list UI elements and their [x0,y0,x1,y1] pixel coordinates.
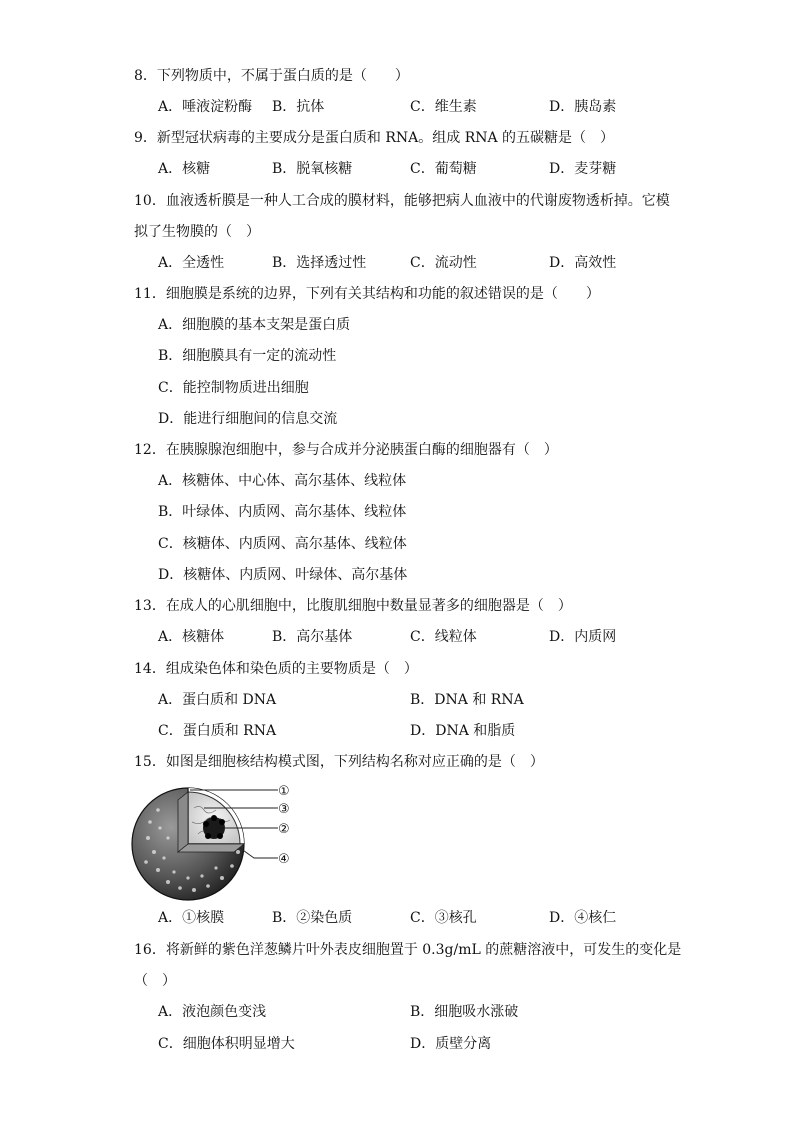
q8-option-c[interactable]: C．维生素 [410,99,477,115]
q11-option-c[interactable]: C．能控制物质进出细胞 [158,380,309,396]
q12-option-d[interactable]: D．核糖体、内质网、叶绿体、高尔基体 [158,567,408,583]
q11-option-d[interactable]: D．能进行细胞间的信息交流 [158,411,338,427]
question-14-stem: 14．组成染色体和染色质的主要物质是（ ） [134,661,418,677]
q10-option-d[interactable]: D．高效性 [549,255,617,271]
q12-option-b[interactable]: B．叶绿体、内质网、高尔基体、线粒体 [158,504,407,520]
q16-option-c[interactable]: C．细胞体积明显增大 [158,1036,295,1052]
q13-option-b[interactable]: B．高尔基体 [272,629,353,645]
q15-option-c[interactable]: C．③核孔 [410,910,477,926]
question-10-stem-line1: 10．血液透析膜是一种人工合成的膜材料，能够把病人血液中的代谢废物透析掉。它模 [134,193,670,209]
q16-option-d[interactable]: D．质壁分离 [410,1036,492,1052]
q16-option-b[interactable]: B．细胞吸水涨破 [410,1004,519,1020]
q15-option-b[interactable]: B．②染色质 [272,910,353,926]
figure-labels [278,784,290,867]
q14-option-d[interactable]: D．DNA 和脂质 [410,723,516,739]
q8-option-b[interactable]: B．抗体 [272,99,325,115]
q14-option-b[interactable]: B．DNA 和 RNA [410,692,524,708]
q9-option-b[interactable]: B．脱氧核糖 [272,161,353,177]
question-9-stem: 9．新型冠状病毒的主要成分是蛋白质和 RNA。组成 RNA 的五碳糖是（ ） [134,130,615,146]
q16-option-a[interactable]: A．液泡颜色变浅 [158,1004,267,1020]
question-15-stem: 15．如图是细胞核结构模式图，下列结构名称对应正确的是（ ） [134,754,544,770]
question-16-stem-line1: 16．将新鲜的紫色洋葱鳞片叶外表皮细胞置于 0.3g/mL 的蔗糖溶液中，可发生的变化是 [134,942,682,958]
question-16-options-row2 [158,1034,778,1054]
q14-option-c[interactable]: C．蛋白质和 RNA [158,723,277,739]
label-3: ③ [278,802,290,817]
question-16-stem-line2: （ ） [134,973,176,989]
q13-option-d[interactable]: D．内质网 [549,629,617,645]
label-1: ① [278,784,290,799]
q15-option-a[interactable]: A．①核膜 [158,910,225,926]
q9-option-d[interactable]: D．麦芽糖 [549,161,617,177]
q12-option-a[interactable]: A．核糖体、中心体、高尔基体、线粒体 [158,473,407,489]
question-10-options [158,253,778,273]
question-15-options [158,908,778,928]
question-16-options-row1 [158,1002,778,1022]
q10-option-c[interactable]: C．流动性 [410,255,477,271]
question-8-stem: 8．下列物质中，不属于蛋白质的是（ ） [134,68,409,84]
q9-option-a[interactable]: A．核糖 [158,161,211,177]
question-13-options [158,627,778,647]
q8-option-a[interactable]: A．唾液淀粉酶 [158,99,253,115]
question-12-stem: 12．在胰腺腺泡细胞中，参与合成并分泌胰蛋白酶的细胞器有（ ） [134,442,558,458]
q8-option-d[interactable]: D．胰岛素 [549,99,617,115]
q11-option-a[interactable]: A．细胞膜的基本支架是蛋白质 [158,317,351,333]
question-14-options-row1 [158,690,778,710]
question-11-stem: 11．细胞膜是系统的边界，下列有关其结构和功能的叙述错误的是（ ） [134,286,600,302]
question-9-options [158,159,778,179]
question-8-options [158,97,778,117]
question-14-options-row2 [158,721,778,741]
q9-option-c[interactable]: C．葡萄糖 [410,161,477,177]
q14-option-a[interactable]: A．蛋白质和 DNA [158,692,277,708]
q13-option-c[interactable]: C．线粒体 [410,629,477,645]
q12-option-c[interactable]: C．核糖体、内质网、高尔基体、线粒体 [158,536,407,552]
q10-option-b[interactable]: B．选择透过性 [272,255,367,271]
question-10-stem-line2: 拟了生物膜的（ ） [134,224,260,240]
q13-option-a[interactable]: A．核糖体 [158,629,225,645]
label-4: ④ [278,852,290,867]
nucleus-structure-figure [128,778,298,906]
q10-option-a[interactable]: A．全透性 [158,255,225,271]
q15-option-d[interactable]: D．④核仁 [549,910,617,926]
label-2: ② [278,822,290,837]
question-13-stem: 13．在成人的心肌细胞中，比腹肌细胞中数量显著多的细胞器是（ ） [134,598,572,614]
nucleus-body [132,788,244,900]
q11-option-b[interactable]: B．细胞膜具有一定的流动性 [158,348,337,364]
